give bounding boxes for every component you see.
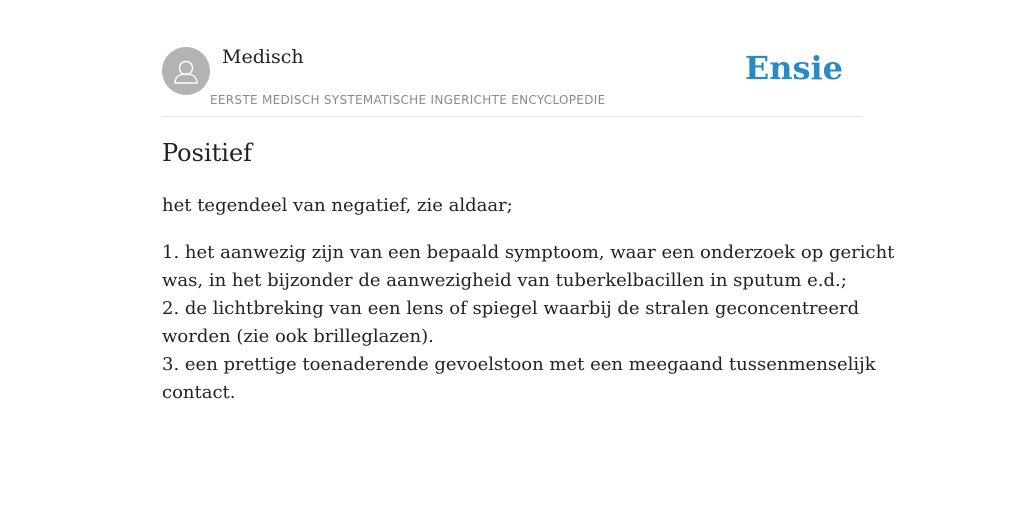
page-title: Positief <box>162 139 253 167</box>
article-body <box>162 192 895 407</box>
definition-line: 2. de lichtbreking van een lens of spiegel waarbij de stralen geconcentreerd <box>162 298 860 319</box>
definition-list <box>162 239 895 407</box>
definition-line: 1. het aanwezig zijn van een bepaald symptoom, waar een onderzoek op gericht <box>162 242 895 263</box>
user-icon <box>162 47 210 95</box>
avatar[interactable] <box>162 47 210 95</box>
definition-line: 3. een prettige toenaderende gevoelstoon met een meegaand tussenmenselijk <box>162 354 876 375</box>
category-label[interactable]: Medisch <box>222 46 304 68</box>
definition-line: worden (zie ook brilleglazen). <box>162 326 434 347</box>
brand-logo[interactable]: Ensie <box>744 49 843 87</box>
article-intro: het tegendeel van negatief, zie aldaar; <box>162 195 513 216</box>
definition-line: contact. <box>162 382 236 403</box>
header <box>162 44 862 117</box>
definition-line: was, in het bijzonder de aanwezigheid van tuberkelbacillen in sputum e.d.; <box>162 270 847 291</box>
site-subtitle: EERSTE MEDISCH SYSTEMATISCHE INGERICHTE ENCYCLOPEDIE <box>210 93 606 107</box>
